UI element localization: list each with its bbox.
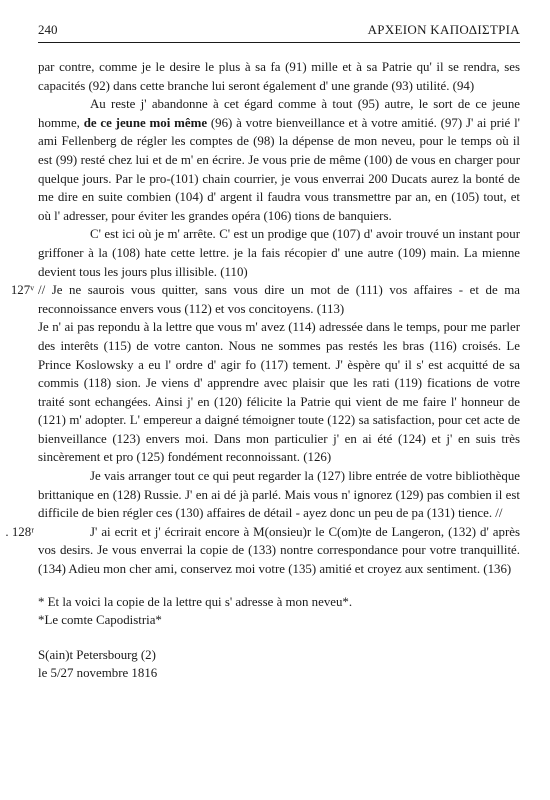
note-line-2: *Le comte Capodistria*: [38, 613, 162, 628]
paragraph-2: [38, 95, 520, 225]
paragraph-3: C' est ici où je m' arrête. C' est un prodige que (107) d' avoir trouvé un instant pour griffoner à la (108) hate cette lettre. je la fais récopier d' une autre (109) main. La mienne devient tous les jours plus illisible. (110): [38, 227, 520, 279]
paragraph-2-text-a: Au reste j' abandonne à cet égard comme à tout (95) autre, le sort de ce jeune homme,: [38, 97, 520, 130]
page-header: [38, 20, 520, 43]
paragraph-6-text: Je vais arranger tout ce qui peut regarder la (127) libre entrée de votre bibliothèque brittanique en (128) Russie. J' en ai dé jà parlé. Mais vous n' ignorez (129) pas combien il est difficile de bien régler ces (130) affaires de détail - ayez donc un peu de pa (131) tience. //: [38, 469, 520, 521]
paragraph-4: [10, 281, 520, 318]
document-body: [5, 58, 520, 683]
running-head: ΑΡΧΕΙΟΝ ΚΑΠΟΔΙΣΤΡΙΑ: [367, 22, 520, 37]
note-line-1: * Et la voici la copie de la lettre qui s' adresse à mon neveu*.: [38, 594, 353, 609]
paragraph-5: Je n' ai pas repondu à la lettre que vous m' avez (114) adressée dans le temps, pour me parler des interêts (115) de votre canton. Nous ne sommes pas restés les bras (116) croisés. Le Prince Koslowsky a eu l' ordre d' agir fo (117) tement. J' èspère qu' il s' est acquitté de sa commis (118) sion. Je viens d' apprendre avec plaisir que les rati (119) fications de votre traité sont echangées. Ainsi j' en (120) félicite la Patrie qui vient de me faire l' honneur de (121) m' adopter. L' empereur a daigné témoigner toute (122) sa satisfaction, pour cet acte de bienveillance (123) envers moi. Dans mon particulier j' en ai été (124) et j' en suis très sincèrement et pro (125) fondément reconnoissant. (126): [38, 320, 520, 465]
paragraph-7: J' ai ecrit et j' écrirait encore à M(onsieu)r le C(om)te de Langeron, (132) d' après vos desirs. Je vous enverrai la copie de (133) nontre correspondance pour votre tranquillité. (134) Adieu mon cher ami, conservez moi votre (135) amitié et croyez aux sentiment. (136): [38, 524, 520, 577]
notes: [38, 593, 520, 630]
folio-marker-128r: . 128ʳ: [5, 524, 34, 539]
folio-marker-127v: 127ᵛ: [10, 283, 34, 298]
paragraph-4-text: // Je ne saurois vous quitter, sans vous dire un mot de (111) vos affaires - et de ma reconnoissance envers vous (112) et vos concitoyens. (113): [38, 283, 520, 316]
paragraph-1: par contre, comme je le desire le plus à sa fa (91) mille et à sa Patrie qu' il se rendra, ses capacités (92) dans cette branche lui seront également d' une grande (93) utilité. (94): [38, 60, 520, 93]
page-number: 240: [38, 22, 58, 37]
closing: [38, 646, 520, 683]
closing-date: le 5/27 novembre 1816: [38, 666, 158, 681]
paragraph-2-bold-phrase: de ce jeune moi même: [83, 115, 208, 130]
paragraph-2-text-b: (96) à votre bienveillance et à votre amitié. (97) J' ai prié l' ami Fellenberg de régler les comptes de (98) la dépense de mon neveu, pour le temps où il est (99) resté chez lui et de m' en écrire. Je vous prie de même (100) de vous en charger pour quelque jours. Par le pro-(101) chain courrier, je vous enverrai 200 Ducats aurez la bonté de me dire en suite combien (104) d' argent il faudra vous transmettre par an, en (105) tout, et où l' adresser, pour éviter les grandes opéra (106) tions de banquiers.: [38, 115, 520, 223]
closing-place: S(ain)t Petersbourg (2): [38, 647, 156, 662]
paragraph-6: [5, 467, 520, 539]
